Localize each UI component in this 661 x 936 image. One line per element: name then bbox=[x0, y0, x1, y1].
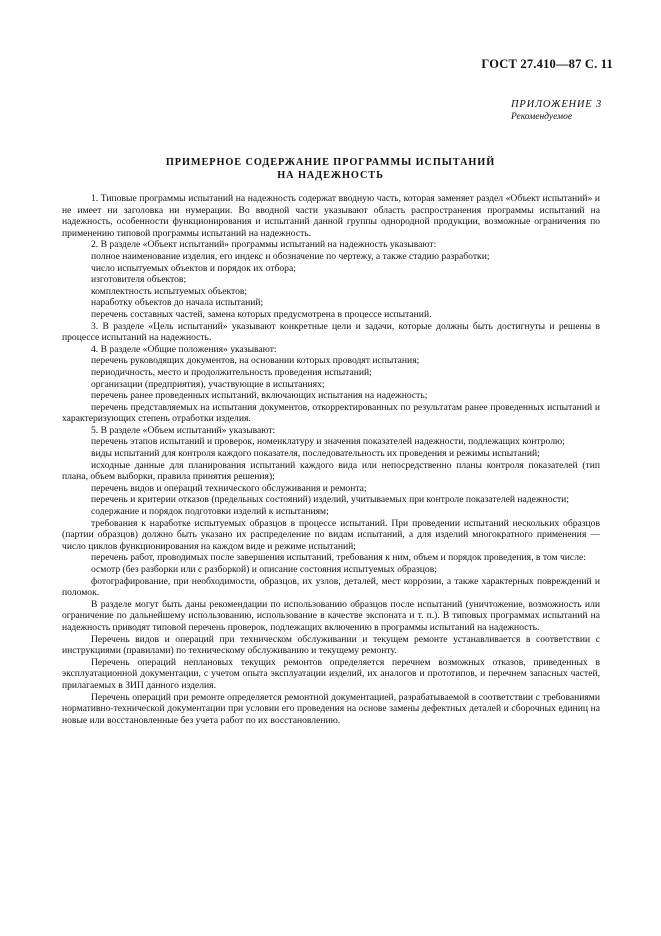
paragraph: перечень этапов испытаний и проверок, номенклатуру и значения показателей надежности, подлежащих контролю; bbox=[91, 436, 565, 448]
paragraph: 4. В разделе «Общие положения» указывают: bbox=[91, 343, 277, 355]
paragraph: Перечень видов и операций при техническом обслуживании и текущем ремонте устанавливается в соответствии с инструкциями (правилами) по техническому обслуживанию и текущему ремонту. bbox=[62, 633, 600, 657]
paragraph: перечень работ, проводимых после завершения испытаний, требования к ним, объем и порядок проведения, в том числе: bbox=[91, 552, 586, 564]
paragraph: исходные данные для планирования испытаний каждого вида или непосредственно планы контроля показателей (тип плана, объем выборки, правила принятия решения); bbox=[62, 459, 600, 483]
page-header-standard: ГОСТ 27.410—87 С. 11 bbox=[481, 57, 613, 71]
paragraph: 3. В разделе «Цель испытаний» указывают конкретные цели и задачи, которые должны быть достигнуты и решены в процессе испытаний на надежность. bbox=[62, 320, 600, 344]
paragraph: комплектность испытуемых объектов; bbox=[91, 285, 248, 297]
paragraph: перечень руководящих документов, на основании которых проводят испытания; bbox=[91, 355, 420, 367]
paragraph: 2. В разделе «Объект испытаний» программы испытаний на надежность указывают: bbox=[91, 239, 437, 251]
document-title-line-2: НА НАДЕЖНОСТЬ bbox=[277, 169, 384, 181]
paragraph: виды испытаний для контроля каждого показателя, последовательность их проведения и режимы испытаний; bbox=[91, 448, 540, 460]
paragraph: В разделе могут быть даны рекомендации по использованию образцов после испытаний (уничтожение, возможность или ограничение по дальнейшему использованию, использование в качестве экспоната и т. п.). В типовых программах испытаний на надежность приводят типовой перечень проверок, подлежащих включению в программы испытаний на надежность. bbox=[62, 598, 600, 633]
document-title bbox=[0, 157, 661, 182]
paragraph: организации (предприятия), участвующие в испытаниях; bbox=[91, 378, 325, 390]
paragraph: Перечень операций при ремонте определяется ремонтной документацией, разрабатываемой в соответствии с требованиями нормативно-технической документации при условии его проведения на основе замены дефектных деталей и сборочных единиц на новые или восстановленные без учета работ по их восстановлению. bbox=[62, 691, 600, 726]
paragraph: наработку объектов до начала испытаний; bbox=[91, 297, 264, 309]
paragraph: 1. Типовые программы испытаний на надежность содержат вводную часть, которая заменяет раздел «Объект испытаний» и не имеет ни заголовка ни нумерации. Во вводной части указывают область распространения программы испытаний на надежность, особенности функционирования и испытаний данной группы однородной продукции, возможные ограничения по применению типовой программы испытаний на надежность. bbox=[62, 193, 600, 239]
paragraph: осмотр (без разборки или с разборкой) и описание состояния испытуемых образцов; bbox=[91, 564, 437, 575]
document-title-line-1: ПРИМЕРНОЕ СОДЕРЖАНИЕ ПРОГРАММЫ ИСПЫТАНИЙ bbox=[165, 157, 496, 168]
paragraph: содержание и порядок подготовки изделий к испытаниям; bbox=[91, 506, 329, 518]
paragraph: перечень составных частей, замена которых предусмотрена в процессе испытаний. bbox=[91, 308, 432, 320]
paragraph: требования к наработке испытуемых образцов в процессе испытаний. При проведении испытаний нескольких образцов (партии образцов) должно быть указано их распределение по видам испытаний, а для изделий многократного применения — число циклов функционирования на каждом виде и режиме испытаний; bbox=[62, 517, 600, 552]
paragraph: перечень видов и операций технического обслуживания и ремонта; bbox=[91, 482, 367, 494]
document-body bbox=[62, 193, 600, 726]
appendix-block bbox=[511, 98, 602, 124]
paragraph: число испытуемых объектов и порядок их отбора; bbox=[91, 262, 296, 274]
paragraph: 5. В разделе «Объем испытаний» указывают: bbox=[91, 424, 276, 436]
paragraph: Перечень операций неплановых текущих ремонтов определяется перечнем возможных отказов, приведенных в эксплуатационной документации, с учетом опыта эксплуатации изделий, их аналогов и прототипов, и перечнем запасных частей, прилагаемых в ЗИП данного изделия. bbox=[62, 656, 600, 691]
paragraph: изготовителя объектов; bbox=[91, 274, 187, 286]
paragraph: перечень представляемых на испытания документов, откорректированных по результатам ранее проведенных испытаний и характеризующих степень отработки изделия. bbox=[62, 401, 600, 425]
paragraph: перечень и критерии отказов (предельных состояний) изделий, учитываемых при контроле показателей надежности; bbox=[91, 494, 569, 506]
paragraph: фотографирование, при необходимости, образцов, их узлов, деталей, мест коррозии, а также характерных повреждений и поломок. bbox=[62, 575, 600, 599]
paragraph: перечень ранее проведенных испытаний, включающих испытания на надежность; bbox=[91, 390, 428, 402]
paragraph: периодичность, место и продолжительность проведения испытаний; bbox=[91, 366, 372, 378]
paragraph: полное наименование изделия, его индекс и обозначение по чертежу, а также стадию разработки; bbox=[91, 250, 490, 262]
appendix-title: ПРИЛОЖЕНИЕ 3 bbox=[511, 99, 602, 110]
appendix-subtitle: Рекомендуемое bbox=[511, 112, 573, 122]
